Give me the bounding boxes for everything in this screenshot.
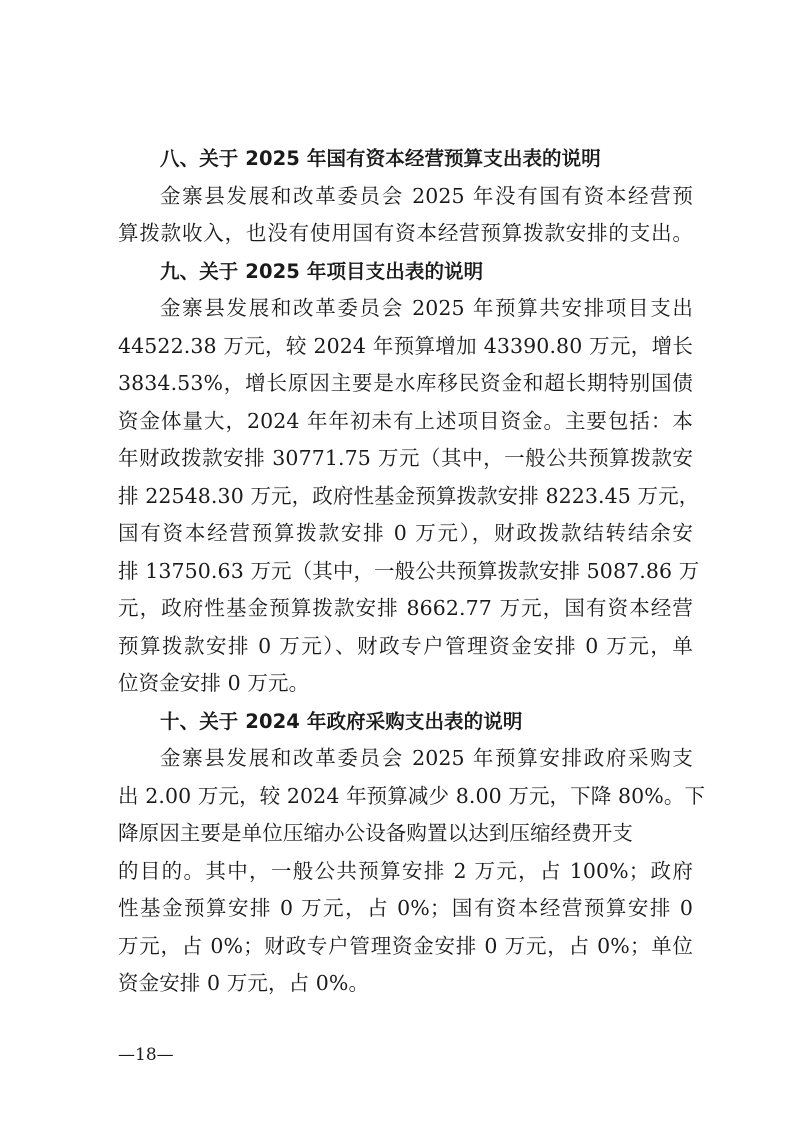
paragraph-line: 金寨县发展和改革委员会 2025 年没有国有资本经营预 — [160, 183, 693, 208]
paragraph-line: 3834.53%，增长原因主要是水库移民资金和超长期特别国债 — [118, 371, 693, 395]
paragraph-line: 资金体量大，2024 年年初未有上述项目资金。主要包括：本 — [118, 408, 693, 433]
paragraph-line: 降原因主要是单位压缩办公设备购置以达到压缩经费开支 — [118, 821, 633, 845]
section-heading: 九、关于 2025 年项目支出表的说明 — [160, 259, 484, 283]
paragraph-line: 算拨款收入，也没有使用国有资本经营预算拨款安排的支出。 — [118, 221, 693, 245]
paragraph-line: 金寨县发展和改革委员会 2025 年预算共安排项目支出 — [160, 296, 693, 320]
paragraph-line: 金寨县发展和改革委员会 2025 年预算安排政府采购支 — [160, 746, 693, 770]
paragraph-line: 预算拨款安排 0 万元）、财政专户管理资金安排 0 万元，单 — [118, 633, 693, 658]
section-heading: 八、关于 2025 年国有资本经营预算支出表的说明 — [160, 147, 601, 170]
paragraph-line: 性基金预算安排 0 万元，占 0%；国有资本经营预算安排 0 — [118, 896, 693, 920]
paragraph-line: 元，政府性基金预算拨款安排 8662.77 万元，国有资本经营 — [118, 596, 693, 620]
paragraph-line: 44522.38 万元，较 2024 年预算增加 43390.80 万元，增长 — [118, 333, 693, 358]
paragraph-line: 位资金安排 0 万元。 — [118, 671, 310, 695]
paragraph-line: 年财政拨款安排 30771.75 万元（其中，一般公共预算拨款安 — [118, 446, 693, 470]
page-number: —18— — [118, 1045, 174, 1065]
paragraph-line: 出 2.00 万元，较 2024 年预算减少 8.00 万元，下降 80%。下 — [118, 783, 706, 808]
paragraph-line: 万元，占 0%；财政专户管理资金安排 0 万元，占 0%；单位 — [118, 933, 693, 958]
paragraph-line: 排 13750.63 万元（其中，一般公共预算拨款安排 5087.86 万 — [118, 558, 700, 583]
paragraph-line: 国有资本经营预算拨款安排 0 万元），财政拨款结转结余安 — [118, 521, 693, 545]
paragraph-line: 排 22548.30 万元，政府性基金预算拨款安排 8223.45 万元， — [118, 483, 700, 508]
document-page — [118, 140, 706, 1003]
section-heading: 十、关于 2024 年政府采购支出表的说明 — [160, 709, 523, 733]
paragraph-line: 资金安排 0 万元，占 0%。 — [118, 971, 370, 995]
paragraph-line: 的目的。其中，一般公共预算安排 2 万元，占 100%；政府 — [118, 858, 693, 883]
